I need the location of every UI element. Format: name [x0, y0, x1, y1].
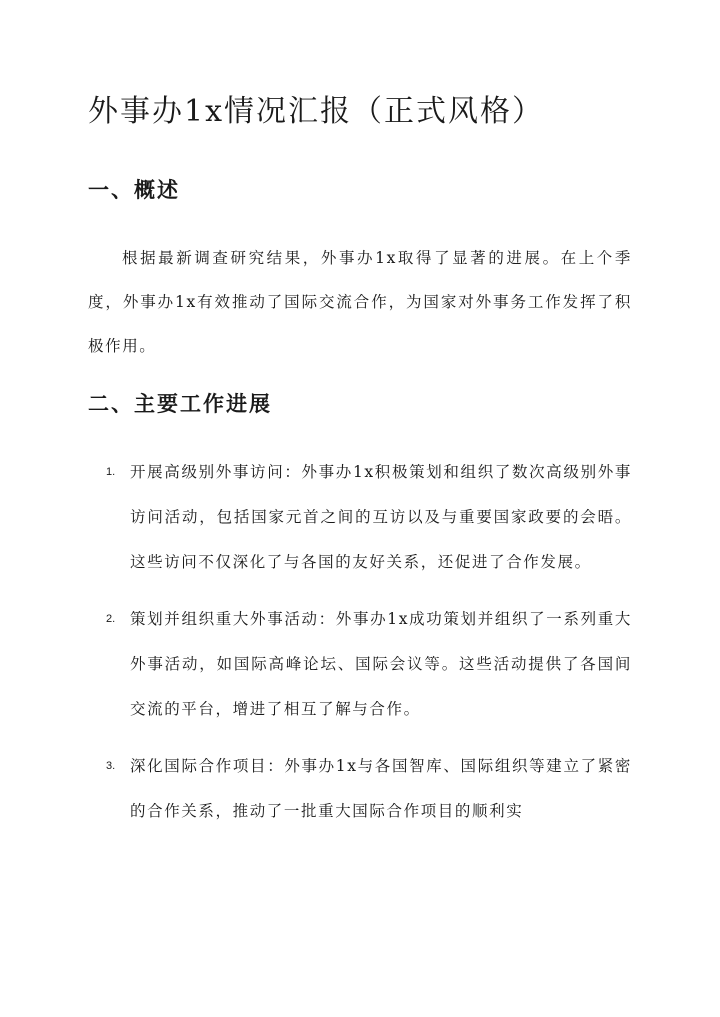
- document-title: 外事办1x情况汇报（正式风格）: [88, 94, 545, 129]
- list-item-number: 3.: [106, 760, 116, 772]
- list-item-text: 深化国际合作项目：外事办1x与各国智库、国际组织等建立了紧密的合作关系，推动了一批重大国际合作项目的顺利实: [130, 757, 632, 820]
- list-item-text: 开展高级别外事访问：外事办1x积极策划和组织了数次高级别外事访问活动，包括国家元首之间的互访以及与重要国家政要的会晤。这些访问不仅深化了与各国的友好关系，还促进了合作发展。: [130, 463, 632, 571]
- list-item-text: 策划并组织重大外事活动：外事办1x成功策划并组织了一系列重大外事活动，如国际高峰论坛、国际会议等。这些活动提供了各国间交流的平台，增进了相互了解与合作。: [130, 610, 632, 718]
- section-heading-overview: 一、概述: [88, 177, 180, 202]
- list-item: [88, 597, 632, 732]
- progress-list: [88, 450, 632, 846]
- list-item-number: 2.: [106, 613, 116, 625]
- list-item-number: 1.: [106, 466, 116, 478]
- section-heading-progress: 二、主要工作进展: [88, 391, 272, 416]
- overview-paragraph: 根据最新调查研究结果，外事办1x取得了显著的进展。在上个季度，外事办1x有效推动了国际交流合作，为国家对外事务工作发挥了积极作用。: [88, 249, 632, 355]
- list-item: [88, 450, 632, 585]
- list-item: [88, 744, 632, 834]
